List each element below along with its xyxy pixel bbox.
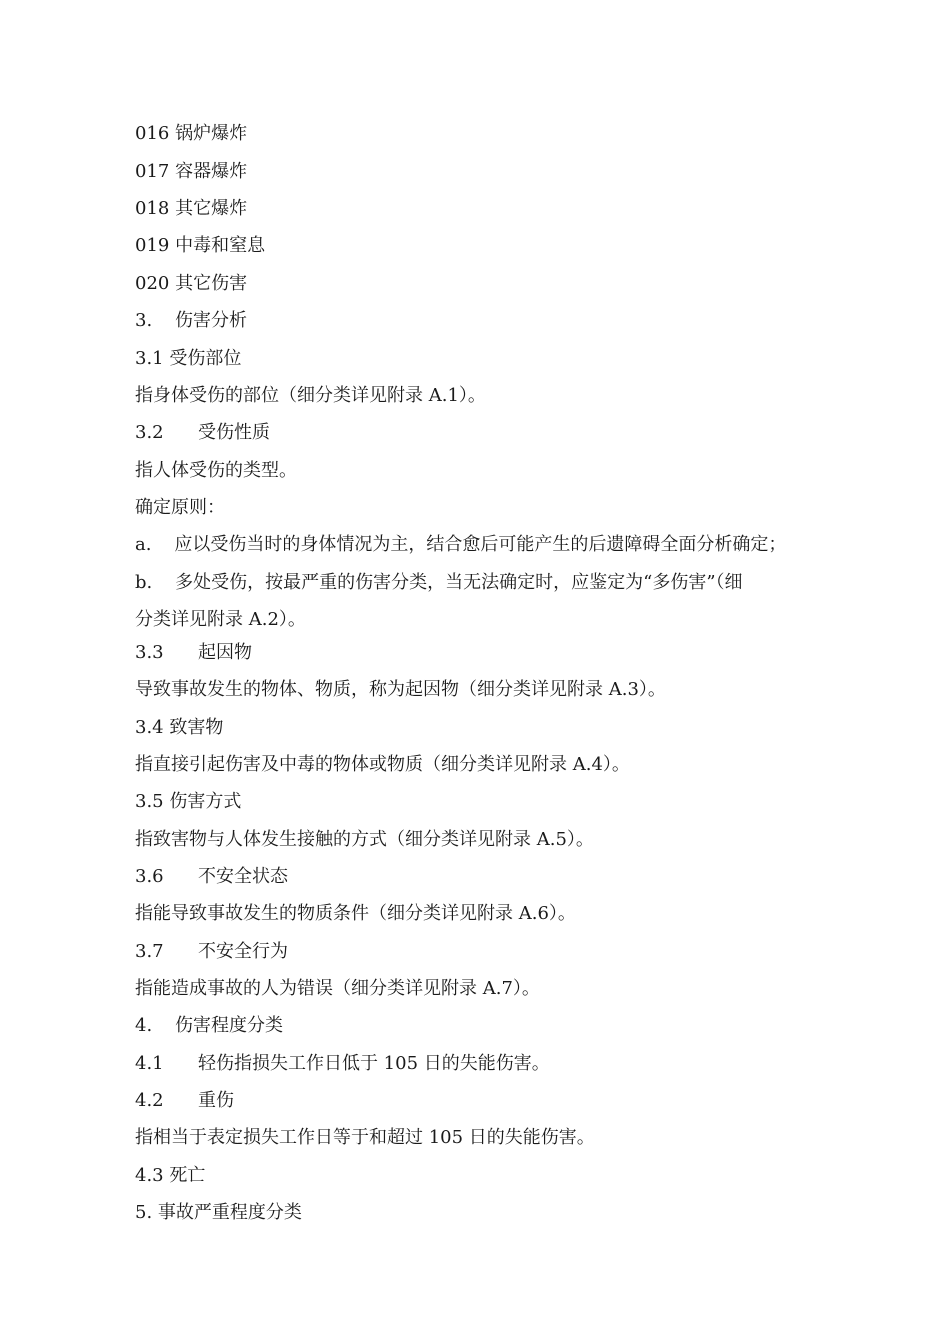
subsection-heading: 3.3 起因物 xyxy=(135,642,252,663)
text-line: 指人体受伤的类型。 xyxy=(135,460,297,481)
text-line: 017 容器爆炸 xyxy=(135,161,248,182)
text-line: 指能导致事故发生的物质条件（细分类详见附录 A.6）。 xyxy=(135,903,576,924)
subsection-heading: 3.5 伤害方式 xyxy=(135,791,242,812)
subsection-heading: 3.4 致害物 xyxy=(135,717,224,738)
subsection-heading: 3.2 受伤性质 xyxy=(135,422,270,443)
section-heading: 4. 伤害程度分类 xyxy=(135,1015,284,1036)
list-item: a. 应以受伤当时的身体情况为主，结合愈后可能产生的后遗障碍全面分析确定； xyxy=(135,534,787,555)
subsection-heading: 3.6 不安全状态 xyxy=(135,866,288,887)
text-line: 指能造成事故的人为错误（细分类详见附录 A.7）。 xyxy=(135,978,540,999)
section-heading: 5. 事故严重程度分类 xyxy=(135,1202,302,1223)
section-heading: 3. 伤害分析 xyxy=(135,310,248,331)
text-line: 指直接引起伤害及中毒的物体或物质（细分类详见附录 A.4）。 xyxy=(135,754,630,775)
subsection-heading: 3.1 受伤部位 xyxy=(135,348,242,369)
text-line: 020 其它伤害 xyxy=(135,273,248,294)
subsection-heading: 4.3 死亡 xyxy=(135,1165,206,1186)
subsection-heading: 4.2 重伤 xyxy=(135,1090,234,1111)
subsection-heading: 3.7 不安全行为 xyxy=(135,941,288,962)
text-line: 确定原则： xyxy=(135,497,225,518)
text-line: 4.1 轻伤指损失工作日低于 105 日的失能伤害。 xyxy=(135,1053,550,1074)
text-line: 分类详见附录 A.2）。 xyxy=(135,609,306,630)
text-line: 016 锅炉爆炸 xyxy=(135,123,248,144)
text-line: 指身体受伤的部位（细分类详见附录 A.1）。 xyxy=(135,385,486,406)
text-line: 指致害物与人体发生接触的方式（细分类详见附录 A.5）。 xyxy=(135,829,594,850)
text-line: 指相当于表定损失工作日等于和超过 105 日的失能伤害。 xyxy=(135,1127,595,1148)
text-line: 导致事故发生的物体、物质，称为起因物（细分类详见附录 A.3）。 xyxy=(135,679,666,700)
text-line: 019 中毒和窒息 xyxy=(135,235,266,256)
text-line: 018 其它爆炸 xyxy=(135,198,248,219)
list-item: b. 多处受伤，按最严重的伤害分类，当无法确定时，应鉴定为“多伤害”（细 xyxy=(135,572,743,593)
